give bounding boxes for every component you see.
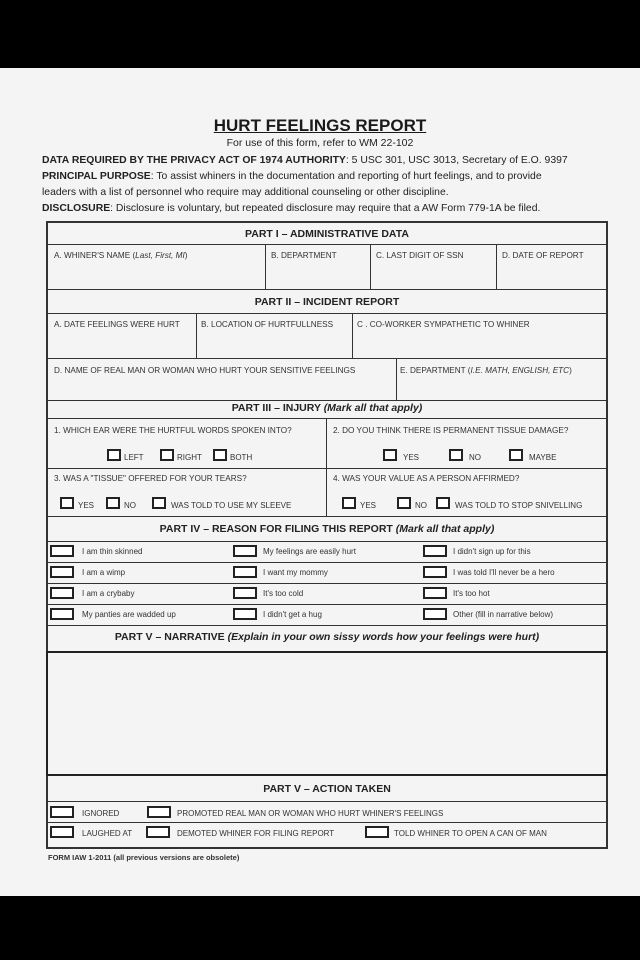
incident-department-label: E. DEPARTMENT (	[400, 366, 471, 375]
narrative-textarea[interactable]	[46, 651, 608, 776]
q1-right-label: RIGHT	[177, 453, 202, 462]
coworker-field[interactable]: C . CO-WORKER SYMPATHETIC TO WHINER	[357, 320, 530, 329]
reason-checkbox[interactable]	[50, 545, 74, 557]
reason-label: I want my mommy	[263, 568, 328, 577]
q1-left-label: LEFT	[124, 453, 144, 462]
q1-label: 1. WHICH EAR WERE THE HURTFUL WORDS SPOKEN INTO?	[54, 426, 292, 435]
date-of-report-field[interactable]: D. DATE OF REPORT	[502, 251, 584, 260]
reason-checkbox[interactable]	[423, 545, 447, 557]
divider	[46, 418, 608, 419]
divider	[46, 313, 608, 314]
q2-maybe-label: MAYBE	[529, 453, 557, 462]
whiner-name-close: )	[184, 251, 188, 260]
part6-title: PART V – ACTION TAKEN	[263, 783, 391, 795]
part3-title	[46, 402, 608, 414]
q2-yes-label: YES	[403, 453, 420, 462]
q3-no-label: NO	[124, 501, 136, 510]
incident-department-hint: I.E. MATH, ENGLISH, ETC	[470, 366, 570, 375]
part5-title	[46, 631, 608, 643]
reason-label: I didn't get a hug	[263, 610, 322, 619]
q3-label: 3. WAS A "TISSUE" OFFERED FOR YOUR TEARS?	[54, 474, 247, 483]
divider	[46, 541, 608, 542]
divider	[46, 468, 608, 469]
purpose-text-2: leaders with a list of personnel who require may additional counseling or other discipline.	[42, 187, 449, 198]
form-subtitle: For use of this form, refer to WM 22-102	[226, 137, 414, 149]
incident-department-field[interactable]	[400, 366, 572, 375]
divider	[196, 313, 197, 358]
date-hurt-field[interactable]: A. DATE FEELINGS WERE HURT	[54, 320, 180, 329]
location-field[interactable]: B. LOCATION OF HURTFULLNESS	[201, 320, 334, 329]
told-label: TOLD WHINER TO OPEN A CAN OF MAN	[394, 829, 547, 838]
laughed-label: LAUGHED AT	[82, 829, 133, 838]
ssn-field[interactable]: C. LAST DIGIT OF SSN	[376, 251, 464, 260]
reason-label: I was told I'll never be a hero	[453, 568, 555, 577]
purpose-text-1: : To assist whiners in the documentation and reporting of hurt feelings, and to provide	[150, 171, 542, 182]
divider	[265, 244, 266, 289]
form-intro	[42, 153, 617, 217]
divider	[396, 358, 397, 400]
divider	[46, 625, 608, 626]
whiner-name-hint: Last, First, MI	[135, 251, 185, 260]
reason-checkbox[interactable]	[233, 608, 257, 620]
divider	[46, 562, 608, 563]
divider	[46, 244, 608, 245]
q3-yes-label: YES	[78, 501, 95, 510]
divider	[46, 400, 608, 401]
q1-both-label: BOTH	[230, 453, 253, 462]
divider	[352, 313, 353, 358]
reason-label: I am thin skinned	[82, 547, 143, 556]
q4-label: 4. WAS YOUR VALUE AS A PERSON AFFIRMED?	[333, 474, 520, 483]
part4-title-text: PART IV – REASON FOR FILING THIS REPORT	[159, 523, 396, 535]
ignored-checkbox[interactable]	[50, 806, 74, 818]
q4-yes-checkbox[interactable]	[342, 497, 356, 509]
part5-title-hint: (Explain in your own sissy words how your feelings were hurt)	[227, 631, 540, 643]
form-footer: FORM IAW 1-2011 (all previous versions are obsolete)	[48, 853, 240, 862]
reason-checkbox[interactable]	[423, 608, 447, 620]
promoted-label: PROMOTED REAL MAN OR WOMAN WHO HURT WHINER'S FEELINGS	[177, 809, 444, 818]
part4-title	[46, 523, 608, 535]
q4-snivelling-label: WAS TOLD TO STOP SNIVELLING	[455, 501, 583, 510]
demoted-label: DEMOTED WHINER FOR FILING REPORT	[177, 829, 335, 838]
divider	[46, 358, 608, 359]
told-checkbox[interactable]	[365, 826, 389, 838]
reason-checkbox[interactable]	[233, 566, 257, 578]
q1-right-checkbox[interactable]	[160, 449, 174, 461]
q3-no-checkbox[interactable]	[106, 497, 120, 509]
reason-checkbox[interactable]	[50, 566, 74, 578]
q1-left-checkbox[interactable]	[107, 449, 121, 461]
real-person-name-field[interactable]: D. NAME OF REAL MAN OR WOMAN WHO HURT YOUR SENSITIVE FEELINGS	[54, 366, 356, 375]
divider	[46, 583, 608, 584]
q3-yes-checkbox[interactable]	[60, 497, 74, 509]
reason-checkbox[interactable]	[50, 587, 74, 599]
q4-no-label: NO	[415, 501, 427, 510]
form-title: HURT FEELINGS REPORT	[213, 116, 427, 135]
divider	[46, 822, 608, 823]
q3-sleeve-checkbox[interactable]	[152, 497, 166, 509]
part3-title-text: PART III – INJURY	[231, 402, 324, 414]
reason-checkbox[interactable]	[423, 587, 447, 599]
reason-label: I am a crybaby	[82, 589, 135, 598]
divider	[46, 801, 608, 802]
whiner-name-field[interactable]	[54, 251, 188, 260]
q4-snivelling-checkbox[interactable]	[436, 497, 450, 509]
purpose-label: PRINCIPAL PURPOSE	[42, 171, 151, 182]
reason-checkbox[interactable]	[233, 545, 257, 557]
reason-label: It's too cold	[263, 589, 304, 598]
q2-maybe-checkbox[interactable]	[509, 449, 523, 461]
reason-label: My feelings are easily hurt	[263, 547, 356, 556]
part2-title: PART II – INCIDENT REPORT	[254, 296, 400, 308]
divider	[326, 418, 327, 516]
reason-label: I didn't sign up for this	[453, 547, 531, 556]
divider	[370, 244, 371, 289]
whiner-name-label: A. WHINER'S NAME (	[54, 251, 136, 260]
part5-title-text: PART V – NARRATIVE	[114, 631, 228, 643]
demoted-checkbox[interactable]	[146, 826, 170, 838]
form-page	[0, 68, 640, 896]
part4-title-hint: (Mark all that apply)	[395, 523, 495, 535]
divider	[46, 516, 608, 517]
laughed-checkbox[interactable]	[50, 826, 74, 838]
department-field[interactable]: B. DEPARTMENT	[271, 251, 337, 260]
part3-title-hint: (Mark all that apply)	[323, 402, 423, 414]
reason-label: Other (fill in narrative below)	[453, 610, 554, 619]
reason-checkbox[interactable]	[50, 608, 74, 620]
divider	[46, 289, 608, 290]
reason-label: I am a wimp	[82, 568, 126, 577]
q2-yes-checkbox[interactable]	[383, 449, 397, 461]
q1-both-checkbox[interactable]	[213, 449, 227, 461]
privacy-label: DATA REQUIRED BY THE PRIVACY ACT OF 1974 AUTHORITY	[42, 155, 346, 166]
q4-no-checkbox[interactable]	[397, 497, 411, 509]
incident-department-close: )	[569, 366, 572, 375]
q3-sleeve-label: WAS TOLD TO USE MY SLEEVE	[171, 501, 292, 510]
reason-label: My panties are wadded up	[82, 610, 176, 619]
privacy-text: : 5 USC 301, USC 3013, Secretary of E.O. 9397	[345, 155, 568, 166]
q2-no-label: NO	[469, 453, 481, 462]
reason-checkbox[interactable]	[423, 566, 447, 578]
divider	[496, 244, 497, 289]
part1-title: PART I – ADMINISTRATIVE DATA	[245, 228, 409, 240]
q2-label: 2. DO YOU THINK THERE IS PERMANENT TISSUE DAMAGE?	[333, 426, 569, 435]
reason-label: It's too hot	[453, 589, 490, 598]
divider	[46, 604, 608, 605]
ignored-label: IGNORED	[82, 809, 120, 818]
q4-yes-label: YES	[360, 501, 377, 510]
q2-no-checkbox[interactable]	[449, 449, 463, 461]
promoted-checkbox[interactable]	[147, 806, 171, 818]
disclosure-label: DISCLOSURE	[42, 203, 111, 214]
reason-checkbox[interactable]	[233, 587, 257, 599]
disclosure-text: : Disclosure is voluntary, but repeated disclosure may require that a AW Form 779-1A be filed.	[110, 203, 541, 214]
